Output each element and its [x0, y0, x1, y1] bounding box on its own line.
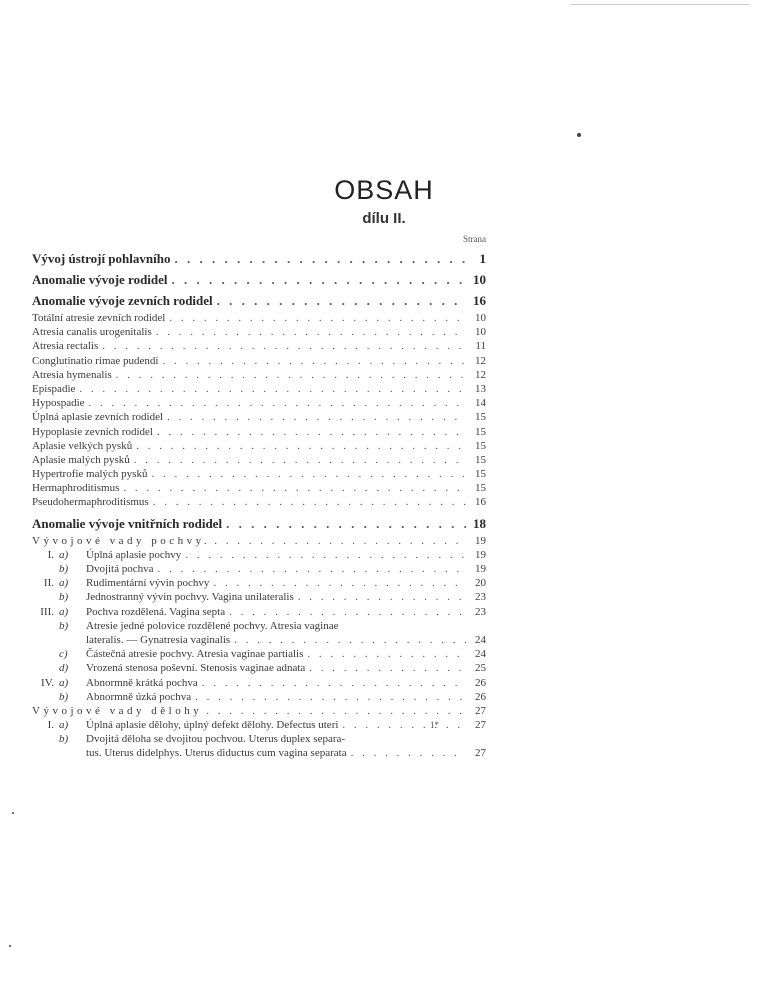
toc-entry[interactable]: Atresia canalis urogenitalis . . . 10: [32, 325, 486, 339]
roman-numeral: III.: [40, 605, 54, 618]
toc-entry[interactable]: Hypoplasie zevních rodidel . . . 15: [32, 425, 486, 439]
toc-entry[interactable]: III. a) Pochva rozdělená. Vagina septa . . . 23: [32, 605, 486, 619]
roman-numeral: IV.: [41, 676, 54, 689]
page-number: 19: [475, 563, 486, 575]
page-number: 15: [475, 411, 486, 424]
toc-subheading[interactable]: Vývojové vady pochvy. . . . 19: [32, 534, 486, 548]
toc-entry[interactable]: tus. Uterus didelphys. Uterus diductus cum vagina separata . . . 27: [32, 746, 486, 760]
page-number: 20: [475, 577, 486, 590]
page-number: 26: [475, 676, 486, 689]
page-number: 10: [473, 272, 486, 287]
page-number: 13: [475, 382, 486, 395]
page-number: 16: [473, 293, 486, 308]
page-number: 19: [475, 548, 486, 561]
scan-speck: [12, 812, 14, 814]
page-subtitle: dílu II.: [362, 210, 406, 227]
item-letter: b): [59, 690, 69, 703]
item-letter: b): [59, 591, 69, 604]
page-number: 26: [475, 690, 486, 703]
item-letter: a): [59, 548, 69, 561]
signature-mark: 1*: [430, 720, 439, 730]
page-number: 23: [475, 591, 486, 604]
page-title: OBSAH: [334, 175, 434, 205]
item-letter: c): [59, 648, 68, 661]
page-column-label: Strana: [463, 234, 486, 244]
item-letter: b): [59, 563, 69, 575]
roman-numeral: II.: [43, 577, 54, 590]
toc-entry[interactable]: IV. a) Abnormně krátká pochva . . . 26: [32, 676, 486, 690]
toc-entry[interactable]: Hypospadie . . . 14: [32, 396, 486, 410]
toc-entry-first-line[interactable]: b) Atresie jedné polovice rozdělené pochvy. Atresia vaginae: [59, 619, 339, 632]
scan-edge-line: [570, 4, 750, 5]
toc-entry[interactable]: b) Jednostranný vývin pochvy. Vagina unilateralis . . . 23: [32, 590, 486, 604]
page-number: 15: [475, 425, 486, 438]
page-number: 15: [475, 468, 486, 481]
page-number: 27: [475, 747, 486, 760]
item-letter: b): [59, 619, 69, 632]
toc-entry[interactable]: Totální atresie zevních rodidel . . . 10: [32, 311, 486, 325]
item-letter: d): [59, 662, 69, 675]
item-letter: a): [59, 719, 69, 732]
page-number: 14: [475, 397, 486, 410]
item-letter: a): [59, 605, 69, 618]
page-number: 25: [475, 662, 486, 675]
page-number: 11: [475, 340, 486, 353]
page-number: 1: [479, 251, 486, 266]
toc-entry[interactable]: Atresia hymenalis . . . 12: [32, 368, 486, 382]
page-number: 15: [475, 453, 486, 466]
toc-entry[interactable]: Úplná aplasie zevních rodidel . . . 15: [32, 410, 486, 424]
toc-entry[interactable]: b) Dvojitá pochva . . . 19: [32, 562, 486, 576]
item-letter: b): [59, 733, 69, 746]
page-number: 12: [475, 354, 486, 367]
toc-entry[interactable]: Hypertrofie malých pysků . . . 15: [32, 467, 486, 481]
toc-entry[interactable]: d) Vrozená stenosa poševní. Stenosis vaginae adnata . . . 25: [32, 661, 486, 675]
toc-heading[interactable]: Anomalie vývoje zevních rodidel . . . 16: [32, 290, 486, 311]
toc-subheading[interactable]: Vývojové vady dělohy . . . 27: [32, 704, 486, 718]
page-number: 10: [475, 326, 486, 339]
page-number: 23: [475, 605, 486, 618]
toc-entry[interactable]: c) Částečná atresie pochvy. Atresia vaginae partialis . . . 24: [32, 647, 486, 661]
toc-entry[interactable]: Aplasie malých pysků . . . 15: [32, 453, 486, 467]
toc-entry[interactable]: Aplasie velkých pysků . . . 15: [32, 439, 486, 453]
page-number: 16: [475, 496, 486, 509]
toc-entry[interactable]: I. a) Úplná aplasie dělohy, úplný defekt dělohy. Defectus uteri . . . 27: [32, 718, 486, 732]
toc-entry-first-line[interactable]: b) Dvojitá děloha se dvojitou pochvou. Uterus duplex separa-: [59, 733, 346, 746]
page-number: 10: [475, 312, 486, 324]
table-of-contents: [32, 248, 486, 761]
page-number: 12: [475, 368, 486, 381]
page-number: 27: [475, 719, 486, 732]
page-number: 27: [475, 704, 486, 717]
page-number: 15: [475, 482, 486, 495]
toc-entry[interactable]: Conglutinatio rimae pudendi . . . 12: [32, 354, 486, 368]
page-number: 24: [475, 633, 486, 646]
roman-numeral: I.: [47, 719, 54, 732]
toc-entry[interactable]: Atresia rectalis . . . 11: [32, 339, 486, 353]
toc-entry[interactable]: II. a) Rudimentární vývin pochvy . . . 20: [32, 576, 486, 590]
toc-entry[interactable]: Pseudohermaphroditismus . . . 16: [32, 495, 486, 509]
toc-entry[interactable]: I. a) Úplná aplasie pochvy . . . 19: [32, 548, 486, 562]
page-number: 18: [473, 515, 486, 531]
toc-heading[interactable]: Anomalie vývoje vnitřních rodidel . . . 18: [32, 513, 486, 534]
toc-entry[interactable]: lateralis. — Gynatresia vaginalis . . . 24: [32, 633, 486, 647]
scan-speck: [577, 133, 581, 137]
toc-entry[interactable]: Epispadie . . . 13: [32, 382, 486, 396]
toc-entry[interactable]: b) Abnormně úzká pochva . . . 26: [32, 690, 486, 704]
toc-heading[interactable]: Vývoj ústrojí pohlavního . . . 1: [32, 248, 486, 269]
item-letter: a): [59, 676, 69, 689]
scan-speck: [9, 945, 11, 947]
item-letter: a): [59, 577, 69, 590]
roman-numeral: I.: [47, 548, 54, 561]
page-number: 24: [475, 648, 486, 661]
page-number: 15: [475, 439, 486, 452]
toc-entry[interactable]: Hermaphroditismus . . . 15: [32, 481, 486, 495]
page-number: 19: [475, 534, 486, 547]
toc-heading[interactable]: Anomalie vývoje rodidel . . . 10: [32, 269, 486, 290]
